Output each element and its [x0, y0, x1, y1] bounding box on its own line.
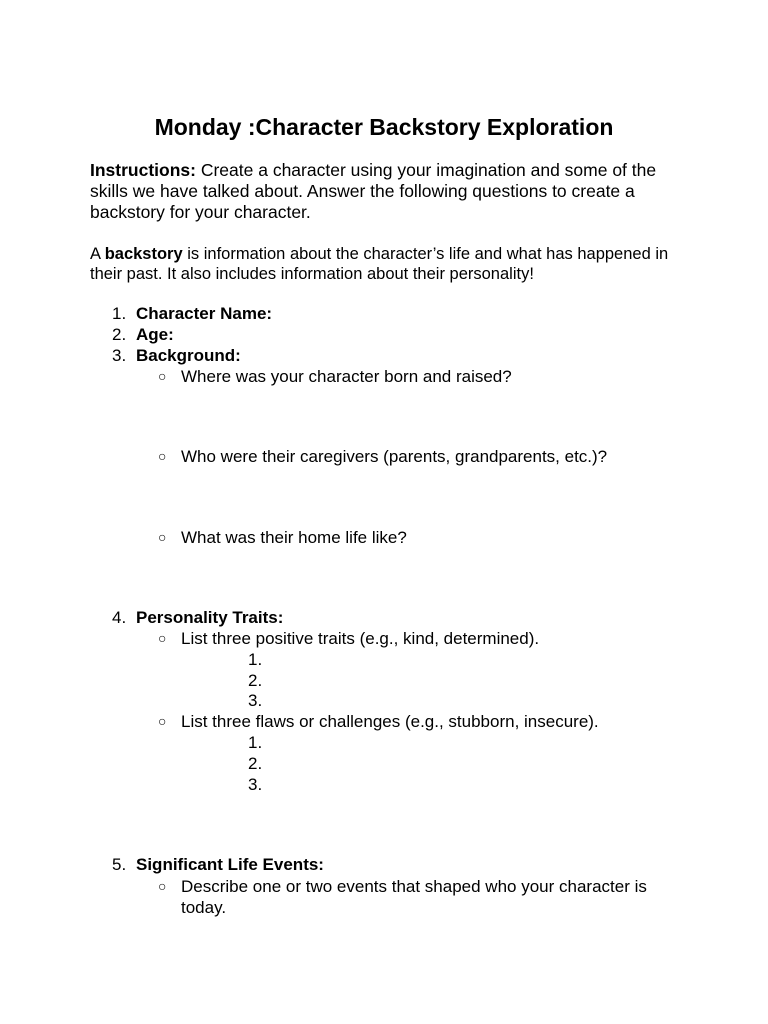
question-label: Personality Traits:: [136, 608, 284, 627]
answer-blank-number: 2.: [248, 754, 263, 773]
sub-question: [158, 876, 648, 918]
hollow-bullet-icon: ○: [158, 448, 167, 464]
sub-question-text: Where was your character born and raised?: [181, 367, 512, 386]
question-number: 5.: [112, 855, 127, 874]
answer-blank-number: 1.: [248, 733, 263, 752]
sub-question-text: List three positive traits (e.g., kind, determined).: [181, 629, 540, 648]
question-label: Background:: [136, 346, 241, 365]
answer-blank-number: 2.: [248, 671, 263, 690]
question-number: 1.: [112, 304, 127, 323]
sub-question-text: What was their home life like?: [181, 528, 407, 547]
sub-question: [158, 527, 678, 548]
sub-question-text: Describe one or two events that shaped who your character is today.: [181, 877, 647, 917]
question-label: Age:: [136, 325, 174, 344]
definition-paragraph: [90, 244, 680, 284]
sub-question-text: Who were their caregivers (parents, grandparents, etc.)?: [181, 447, 608, 466]
question-label: Significant Life Events:: [136, 855, 324, 874]
instructions-label: Instructions:: [90, 160, 196, 180]
hollow-bullet-icon: ○: [158, 630, 167, 646]
question-2: [112, 324, 174, 345]
question-3: [112, 345, 241, 366]
question-label: Character Name:: [136, 304, 273, 323]
definition-text: is information about the character’s life and what has happened in their past. It also includes information about their personality!: [90, 245, 669, 283]
question-number: 4.: [112, 608, 127, 627]
sub-question: [158, 711, 678, 732]
definition-prefix: A: [90, 245, 105, 263]
sub-question: [158, 446, 678, 467]
sub-question: [158, 628, 678, 649]
hollow-bullet-icon: ○: [158, 878, 167, 894]
page-title: Monday :Character Backstory Exploration: [154, 114, 614, 140]
question-4: [112, 607, 283, 628]
answer-blank-number: 1.: [248, 650, 263, 669]
answer-blank-number: 3.: [248, 775, 263, 794]
question-5: [112, 854, 324, 875]
question-number: 2.: [112, 325, 127, 344]
hollow-bullet-icon: ○: [158, 529, 167, 545]
instructions-text: Create a character using your imagination and some of the skills we have talked about. Answer the following questions to create a backstory for your character.: [90, 160, 657, 222]
hollow-bullet-icon: ○: [158, 713, 167, 729]
question-1: [112, 303, 272, 324]
hollow-bullet-icon: ○: [158, 368, 167, 384]
instructions-paragraph: [90, 160, 680, 223]
answer-blank-number: 3.: [248, 691, 263, 710]
sub-question-text: List three flaws or challenges (e.g., stubborn, insecure).: [181, 712, 599, 731]
sub-question: [158, 366, 678, 387]
question-number: 3.: [112, 346, 127, 365]
definition-term: backstory: [104, 245, 183, 263]
